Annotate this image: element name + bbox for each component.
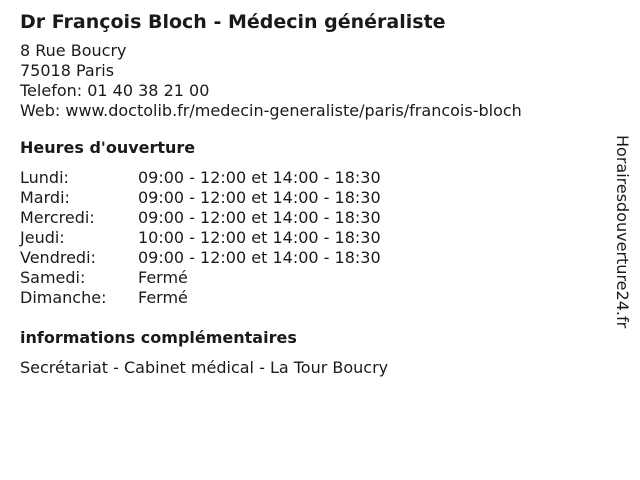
- hours-day: Mardi:: [20, 188, 70, 207]
- address-block: [20, 41, 600, 121]
- additional-info-text: Secrétariat - Cabinet médical - La Tour Boucry: [20, 358, 389, 377]
- hours-time: 09:00 - 12:00 et 14:00 - 18:30: [138, 248, 381, 267]
- brand-watermark: Horairesdouverture24.fr: [613, 135, 632, 329]
- hours-day: Lundi:: [20, 168, 69, 187]
- hours-time: 10:00 - 12:00 et 14:00 - 18:30: [138, 228, 381, 247]
- listing-card: [20, 8, 600, 378]
- hours-time: 09:00 - 12:00 et 14:00 - 18:30: [138, 168, 381, 187]
- hours-day: Mercredi:: [20, 208, 95, 227]
- hours-row-tuesday: [20, 188, 600, 208]
- hours-day: Samedi:: [20, 268, 86, 287]
- city-postcode: 75018 Paris: [20, 61, 115, 80]
- hours-row-saturday: [20, 268, 600, 288]
- hours-time: 09:00 - 12:00 et 14:00 - 18:30: [138, 188, 381, 207]
- opening-hours-heading: Heures d'ouverture: [20, 138, 196, 157]
- hours-time: Fermé: [138, 268, 188, 287]
- hours-row-friday: [20, 248, 600, 268]
- hours-day: Dimanche:: [20, 288, 107, 307]
- hours-time: Fermé: [138, 288, 188, 307]
- additional-info-heading: informations complémentaires: [20, 328, 297, 347]
- hours-row-sunday: [20, 288, 600, 308]
- page-title: Dr François Bloch - Médecin généraliste: [20, 11, 446, 33]
- opening-hours-table: [20, 168, 600, 308]
- website-link[interactable]: Web: www.doctolib.fr/medecin-generaliste/paris/francois-bloch: [20, 101, 522, 120]
- hours-day: Jeudi:: [20, 228, 65, 247]
- hours-row-wednesday: [20, 208, 600, 228]
- phone-number: Telefon: 01 40 38 21 00: [20, 81, 210, 100]
- hours-row-thursday: [20, 228, 600, 248]
- hours-day: Vendredi:: [20, 248, 96, 267]
- hours-row-monday: [20, 168, 600, 188]
- hours-time: 09:00 - 12:00 et 14:00 - 18:30: [138, 208, 381, 227]
- street-address: 8 Rue Boucry: [20, 41, 127, 60]
